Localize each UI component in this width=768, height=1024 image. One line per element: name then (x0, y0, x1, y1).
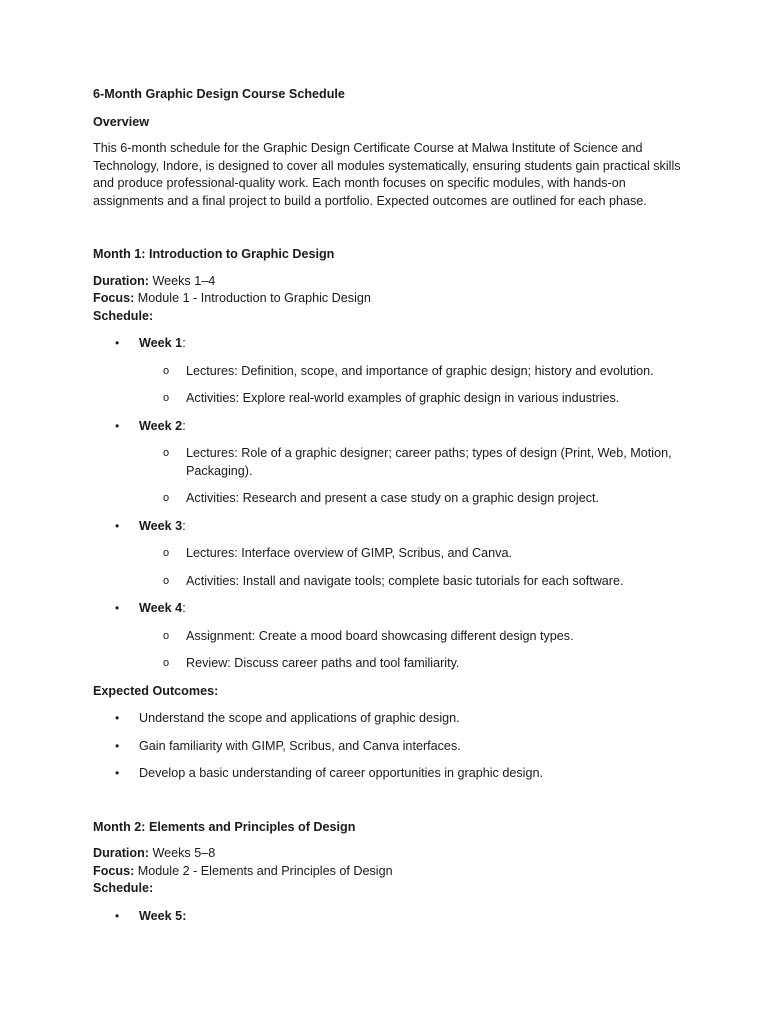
week-item (93, 600, 683, 673)
focus-value: Module 1 - Introduction to Graphic Design (134, 291, 371, 305)
activity-text: Lectures: Role of a graphic designer; career paths; types of design (Print, Web, Motion, Packaging). (186, 446, 672, 478)
week-item (93, 418, 683, 508)
week-item (93, 335, 683, 408)
week-item (93, 518, 683, 591)
duration-value: Weeks 1–4 (148, 273, 216, 288)
activity-item (93, 573, 683, 591)
month1-duration (93, 273, 683, 291)
week-activity-list (139, 445, 683, 508)
schedule-label: Schedule: (93, 308, 154, 323)
outcome-text: Understand the scope and applications of graphic design. (139, 711, 460, 725)
bullet-icon: • (115, 766, 120, 780)
outcome-item (93, 765, 683, 783)
week-activity-list (139, 545, 683, 590)
month1-week-list (93, 335, 683, 673)
activity-text: Activities: Research and present a case study on a graphic design project. (186, 491, 600, 505)
activity-text: Lectures: Interface overview of GIMP, Scribus, and Canva. (186, 546, 512, 560)
outcome-item (93, 738, 683, 756)
month2-focus (93, 863, 683, 881)
month2-heading: Month 2: Elements and Principles of Design (93, 819, 356, 834)
month1-heading: Month 1: Introduction to Graphic Design (93, 247, 335, 261)
activity-item (93, 363, 683, 381)
focus-value: Module 2 - Elements and Principles of Design (134, 863, 393, 878)
week-item (93, 908, 683, 926)
overview-heading: Overview (93, 114, 150, 129)
week-colon: : (182, 518, 186, 533)
week-label: Week 1 (139, 336, 183, 350)
bullet-icon: • (115, 336, 120, 350)
week-label: Week 3 (139, 518, 183, 533)
week-label: Week 2 (139, 418, 183, 433)
month1-meta (93, 273, 683, 326)
duration-label: Duration: (93, 273, 149, 288)
activity-text: Activities: Explore real-world examples of graphic design in various industries. (186, 391, 620, 405)
activity-item (93, 655, 683, 673)
outcome-item (93, 710, 683, 728)
activity-item (93, 490, 683, 508)
week-colon: : (182, 418, 186, 433)
month1-focus (93, 290, 683, 308)
activity-item (93, 628, 683, 646)
bullet-icon: • (115, 908, 120, 923)
bullet-icon: • (115, 518, 120, 533)
circle-bullet-icon: o (163, 547, 170, 559)
activity-item (93, 390, 683, 408)
document-page (93, 86, 683, 935)
outcome-text: Develop a basic understanding of career opportunities in graphic design. (139, 766, 543, 780)
outcomes-heading: Expected Outcomes: (93, 683, 219, 698)
duration-label: Duration: (93, 846, 149, 860)
document-title: 6-Month Graphic Design Course Schedule (93, 87, 345, 101)
week-colon: : (182, 601, 186, 615)
month2-week-list (93, 908, 683, 926)
activity-text: Activities: Install and navigate tools; complete basic tutorials for each software. (186, 573, 624, 588)
circle-bullet-icon: o (163, 392, 170, 404)
activity-text: Assignment: Create a mood board showcasing different design types. (186, 628, 574, 643)
circle-bullet-icon: o (163, 364, 170, 377)
week-activity-list (139, 628, 683, 673)
schedule-label: Schedule: (93, 881, 154, 895)
activity-item (93, 545, 683, 563)
week-colon: : (182, 908, 187, 923)
circle-bullet-icon: o (163, 492, 170, 504)
overview-paragraph: This 6-month schedule for the Graphic Design Certificate Course at Malwa Institute of Science and Technology, Indore, is designed to cover all modules systematically, ensuring students gain practical skills and produce professional-quality work. Each month focuses on specific modules, with hands-on assignments and a final project to build a portfolio. Expected outcomes are outlined for each phase. (93, 141, 681, 208)
bullet-icon: • (115, 738, 120, 753)
bullet-icon: • (115, 418, 120, 433)
activity-item (93, 445, 683, 480)
week-activity-list (139, 363, 683, 408)
activity-text: Review: Discuss career paths and tool familiarity. (186, 656, 460, 670)
activity-text: Lectures: Definition, scope, and importance of graphic design; history and evolution. (186, 363, 654, 378)
month2-duration (93, 845, 683, 863)
month2-meta (93, 845, 683, 898)
circle-bullet-icon: o (163, 629, 170, 642)
circle-bullet-icon: o (163, 447, 170, 459)
circle-bullet-icon: o (163, 574, 170, 587)
focus-label: Focus: (93, 863, 135, 878)
week-label: Week 4 (139, 601, 183, 615)
week-colon: : (182, 336, 186, 350)
bullet-icon: • (115, 711, 120, 725)
week-label: Week 5 (139, 908, 183, 923)
month1-outcomes-list (93, 710, 683, 783)
circle-bullet-icon: o (163, 657, 170, 669)
focus-label: Focus: (93, 291, 135, 305)
duration-value: Weeks 5–8 (148, 846, 216, 860)
outcome-text: Gain familiarity with GIMP, Scribus, and Canva interfaces. (139, 738, 461, 753)
bullet-icon: • (115, 601, 120, 615)
